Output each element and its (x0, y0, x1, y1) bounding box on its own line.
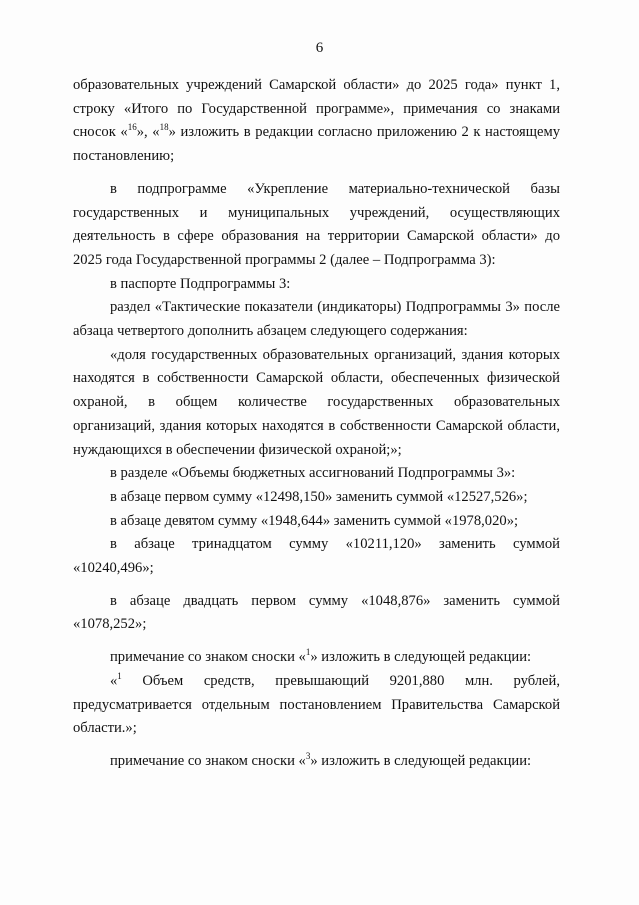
text-run: примечание со знаком сноски « (110, 649, 306, 666)
text-run: примечание со знаком сноски « (110, 752, 306, 769)
paragraph (73, 296, 560, 343)
text-run: образовательных учреждений Самарской области» до 2025 года» пункт 1, строку «Итого по Государственной программе», примечания со знаками сносок « (73, 77, 560, 141)
text-run: » изложить в следующей редакции: (310, 752, 532, 769)
text-run: » изложить в следующей редакции: (310, 649, 532, 666)
paragraph (73, 462, 560, 486)
footnote-mark: 16 (127, 122, 137, 133)
text-run: Объем средств, превышающий 9201,880 млн. рублей, предусматривается отдельным постановлением Правительства Самарской области.»; (73, 672, 560, 737)
paragraph (73, 750, 560, 774)
document-body (73, 74, 560, 774)
paragraph (73, 273, 560, 297)
paragraph (73, 344, 560, 463)
paragraph (73, 590, 560, 637)
text-run: », « (136, 124, 160, 141)
paragraph (73, 533, 560, 580)
paragraph (73, 178, 560, 273)
paragraph (73, 510, 560, 534)
paragraph (73, 670, 560, 741)
footnote-mark: 1 (305, 647, 311, 658)
text-run: » изложить в редакции согласно приложению 2 к настоящему постановлению; (73, 124, 560, 165)
paragraph (73, 74, 560, 169)
text-run: «доля государственных образовательных организаций, здания которых находятся в собственности Самарской области, обеспеченных физической охраной, в общем количестве государственных образовательных организаций, здания которых находятся в собственности Самарской области, нуждающихся в обеспечении физической охраной;»; (73, 346, 560, 458)
text-run: в абзаце первом сумму «12498,150» заменить суммой «12527,526»; (110, 488, 528, 505)
text-run: в абзаце двадцать первом сумму «1048,876» заменить суммой «1078,252»; (73, 592, 560, 633)
text-run: в абзаце девятом сумму «1948,644» заменить суммой «1978,020»; (110, 512, 519, 529)
footnote-mark: 3 (305, 750, 311, 761)
paragraph (73, 646, 560, 670)
text-run: в подпрограмме «Укрепление материально-технической базы государственных и муниципальных учреждений, осуществляющих деятельность в сфере образования на территории Самарской области» до 2025 года Государственной программы 2 (далее – Подпрограмма 3): (73, 180, 560, 268)
page-number: 6 (315, 40, 324, 56)
text-run: « (110, 672, 118, 689)
footnote-mark: 18 (159, 122, 169, 133)
paragraph (73, 486, 560, 510)
footnote-mark: 1 (117, 670, 122, 681)
text-run: в абзаце тринадцатом сумму «10211,120» заменить суммой «10240,496»; (73, 536, 560, 577)
text-run: раздел «Тактические показатели (индикаторы) Подпрограммы 3» после абзаца четвертого дополнить абзацем следующего содержания: (73, 299, 560, 340)
text-run: в разделе «Объемы бюджетных ассигнований Подпрограммы 3»: (110, 465, 516, 482)
text-run: в паспорте Подпрограммы 3: (110, 275, 291, 292)
